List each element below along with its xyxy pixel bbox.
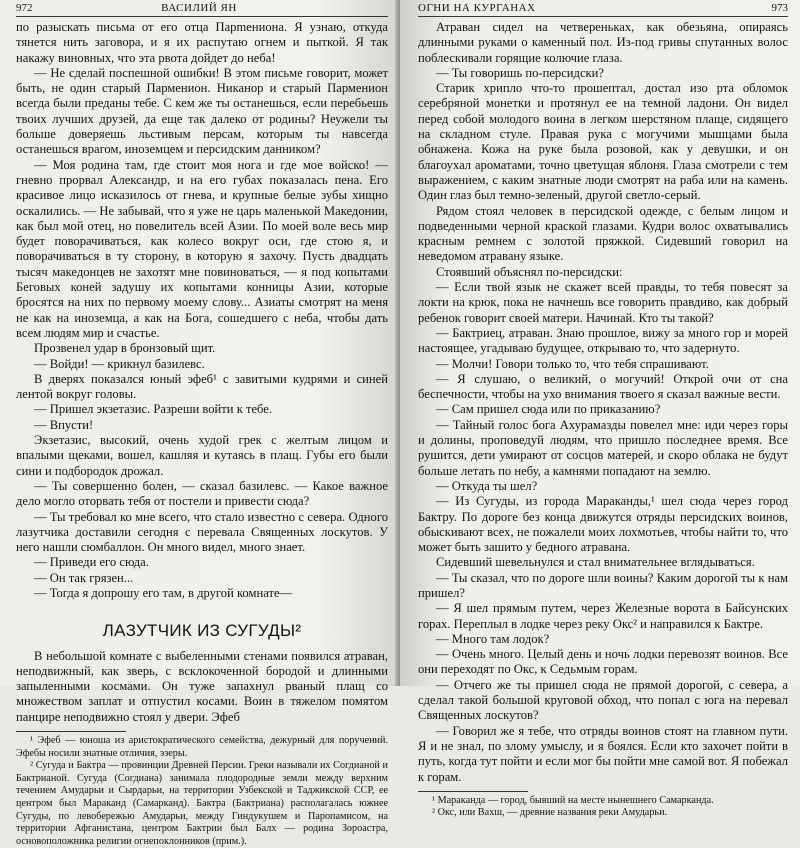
paragraph: Стоявший объяснял по-персидски: bbox=[436, 264, 623, 279]
paragraph: — Тайный голос бога Ахурамазды повелел мне: иди через горы и долины, проповедуй людям, что пришло последнее время. Все рушится, дети умирают от сосцов матерей, и скоро облака не будут больше летать по небу, а камнями попадают на землю. bbox=[418, 417, 788, 478]
paragraph: — Моя родина там, где стоит моя нога и где мое войско! — гневно прорвал Александр, и на его губах показалась пена. Его красивое лицо исказилось от гнева, и крупные белые зубы хищно оскалились. — Не забывай, что я уже не царь маленькой Македонии, как был мой отец, но повелитель всей Азии. По моей воле весь мир будет поворачиваться, как колесо вокруг оси, где стою я, и поворачиваться в ту сторону, в которую я захочу. Пусть двадцать тысяч македонцев не захотят мне повиноваться, — я под копытами Беговых коней задушу их копытами конницы Азии, которые бросятся на них по первому моему слову... Азиаты смотрят на меня не как на иноземца, а как на Бога, сошедшего с неба, чтобы дать всем людям мир и счастье. bbox=[16, 157, 388, 340]
paragraph: Рядом стоял человек в персидской одежде, с белым лицом и подведенными черной краской глазами. Кудри волос охватывались красным ремнем с золотой пряжкой. Сидевший говорил на неведомом атравану языке. bbox=[418, 203, 788, 264]
footnotes bbox=[418, 795, 788, 820]
paragraph: — Говорил же я тебе, что отряды воинов стоят на главном пути. Я и не знал, по злому умыслу, и я боялся. Если кто захочет пойти в путь, когда тут пойти и если мог бы пойти мне самой вот. Я побежал к горам. bbox=[418, 723, 788, 784]
paragraph: — Приведи его сюда. bbox=[34, 555, 149, 570]
header-rule bbox=[418, 16, 788, 17]
chapter-heading: ЛАЗУТЧИК ИЗ СУГУДЫ² bbox=[102, 621, 302, 641]
paragraph: Атраван сидел на четвереньках, как обезьяна, опираясь длинными руками о каменный пол. Из-под гривы спутанных волос поблескивали горящие колючие глаза. bbox=[418, 20, 788, 65]
footnote: ¹ Эфеб — юноша из аристократического семейства, дежурный для поручений. Эфебы носили знатные отличия, эзеры. bbox=[16, 735, 388, 759]
paragraph: — Войди! — крикнул базилевс. bbox=[34, 356, 205, 371]
paragraph: В дверях показался юный эфеб¹ с завитыми кудрями и синей лентой вокруг головы. bbox=[16, 371, 388, 402]
left-body-text bbox=[16, 20, 388, 848]
paragraph: — Если твой язык не скажет всей правды, то тебя повесят за локти на крюк, пока не начнешь все говорить правдиво, как добрый ребенок говорит своей матери. Начинай. Кто ты такой? bbox=[418, 280, 788, 325]
paragraph: — Очень много. Целый день и ночь лодки перевозят воинов. Все они переходят по Окс, к Седьмым горам. bbox=[418, 647, 788, 677]
paragraph: — Ты требовал ко мне всего, что стало известно с севера. Одного лазутчика доставили сегодня с перевала Священных лоскутов. У него нашли сюмбаллон. Он много видел, много знает. bbox=[16, 509, 388, 555]
paragraph: по разыскать письма от его отца Парmeниона. Я узнаю, откуда тянется нить заговора, и я их распутаю огнем и пыткой. Я так накажу виновных, что эта рвота дойдет до неба! bbox=[16, 20, 388, 65]
page-number: 973 bbox=[771, 2, 788, 14]
footnotes bbox=[16, 735, 388, 848]
paragraph: — Отчего же ты пришел сюда не прямой дорогой, с севера, а сделал такой большой круговой обход, что попал с юга на перевал Священных лоскутов? bbox=[418, 677, 788, 723]
right-body-text bbox=[418, 20, 788, 820]
running-head: ОГНИ НА КУРГАНАХ bbox=[418, 2, 536, 14]
paragraph: — Он так грязен... bbox=[34, 570, 134, 585]
footnote: ² Сугуда и Бактра — провинции Древней Персии. Греки называли их Согдианой и Бактрианой. Сугуда (Согдиана) занимала плодородные земли между верхним течением Амударьи и Сырдарьи, на территории Узбекской и Таджикской ССР, ее центром был Мараканд (Самарканд). Бактра (Бактриана) располагалась южнее Сугуды, по левобережью Амударьи, между Гиндукушем и Паропамисом, на территории Афганистана, центром Бактрии был Балх — родина Зороастра, основоположника религии огнепоклонников (прим.). bbox=[16, 760, 388, 847]
paragraph: — Из Сугуды, из города Мараканды,¹ шел сюда через город Бактру. По дороге без конца движутся отряды персидских воинов, обыскивают всех, не пожалели моих лохмотьев, чтобы найти то, что может быть зашито у бедного атравана. bbox=[418, 494, 788, 555]
footnote-rule bbox=[16, 731, 126, 732]
footnote: ² Окс, или Вахш, — древние названия реки Амударьи. bbox=[432, 807, 668, 819]
paragraph: — Ты сказал, что по дороге шли воины? Каким дорогой ты к нам пришел? bbox=[418, 570, 788, 600]
paragraph: — Много там лодок? bbox=[436, 631, 550, 646]
footnote: ¹ Мараканда — город, бывший на месте нынешнего Самарканда. bbox=[432, 794, 714, 806]
right-page bbox=[400, 0, 800, 819]
paragraph: — Сам пришел сюда или по приказанию? bbox=[436, 402, 661, 417]
paragraph: — Тогда я допрошу его там, в другой комнате— bbox=[34, 585, 293, 600]
header-rule bbox=[16, 16, 388, 17]
left-page bbox=[0, 0, 398, 847]
paragraph: — Откуда ты шел? bbox=[436, 478, 538, 493]
footnote-rule bbox=[418, 791, 528, 792]
paragraph: Сидевший шевельнулся и стал внимательнее вглядываться. bbox=[436, 555, 755, 570]
paragraph: — Ты говоришь по-персидски? bbox=[436, 65, 604, 80]
page-number: 972 bbox=[16, 2, 33, 14]
paragraph: — Пришел экзетазис. Разреши войти к тебе. bbox=[34, 402, 273, 417]
paragraph: — Молчи! Говори только то, что тебя спрашивают. bbox=[436, 356, 709, 371]
paragraph: — Не сделай поспешной ошибки! В этом письме говорит, может быть, не один старый Парменион. Никанор и старый Парменион всегда были преданы тебе. С кем же ты останешься, если перебьешь твоих лучших друзей, да еще так далеко от родины? Неужели ты больше доверяешь льстивым персам, которым ты навсегда останешься врагом, иноземцем и персидским данником? bbox=[16, 65, 388, 157]
running-head: ВАСИЛИЙ ЯН bbox=[161, 2, 237, 14]
paragraph: — Впусти! bbox=[34, 417, 94, 432]
paragraph: — Я шел прямым путем, через Железные ворота в Байсунских горах. Переплыл в лодке через реку Окс² и направился к Бактре. bbox=[418, 601, 788, 631]
paragraph: — Ты совершенно болен, — сказал базилевс. — Какое важное дело могло оторвать тебя от постели и привести сюда? bbox=[16, 478, 388, 509]
paragraph: — Я слушаю, о великий, о могучий! Открой очи от сна беспечности, чтобы на ухо внимания твоего я сказал важные вести. bbox=[418, 371, 788, 402]
paragraph: — Бактриец, атраван. Знаю прошлое, вижу за много гор и морей настоящее, угадываю будущее, открываю то, что задернуто. bbox=[418, 325, 788, 356]
paragraph: Старик хрипло что-то прошептал, достал изо рта обломок серебряной монетки и протянул ее на темной ладони. Он видел перед собой молодого воина в легком шерстяном плаще, сидящего на складном стуле. Правая рука с могучими мышцами была обнажена. Кожа на руке была розовой, как у девушки, и он благоухал ароматами, точно цветущая яблоня. Глаза смотрели с тем выражением, с каким знатные люди смотрят на раба или на камень. Один глаз был темно-зеленый, другой светло-серый. bbox=[418, 81, 788, 203]
paragraph: Прозвенел удар в бронзовый щит. bbox=[34, 341, 216, 356]
paragraph: В небольшой комнате с выбеленными стенами появился атраван, неподвижный, как зверь, с всклокоченной бородой и длинными запыленными космами. Он туже запахнул рваный плащ со множеством заплат и отпустил косами. Воин в тяжелом помятом панцире неподвижно стоял у двери. Эфеб bbox=[16, 648, 388, 724]
paragraph: Экзетазис, высокий, очень худой грек с желтым лицом и впалыми щеками, вошел, кашляя и кутаясь в плащ. Губы его были сини и подбородок дрожал. bbox=[16, 433, 388, 478]
